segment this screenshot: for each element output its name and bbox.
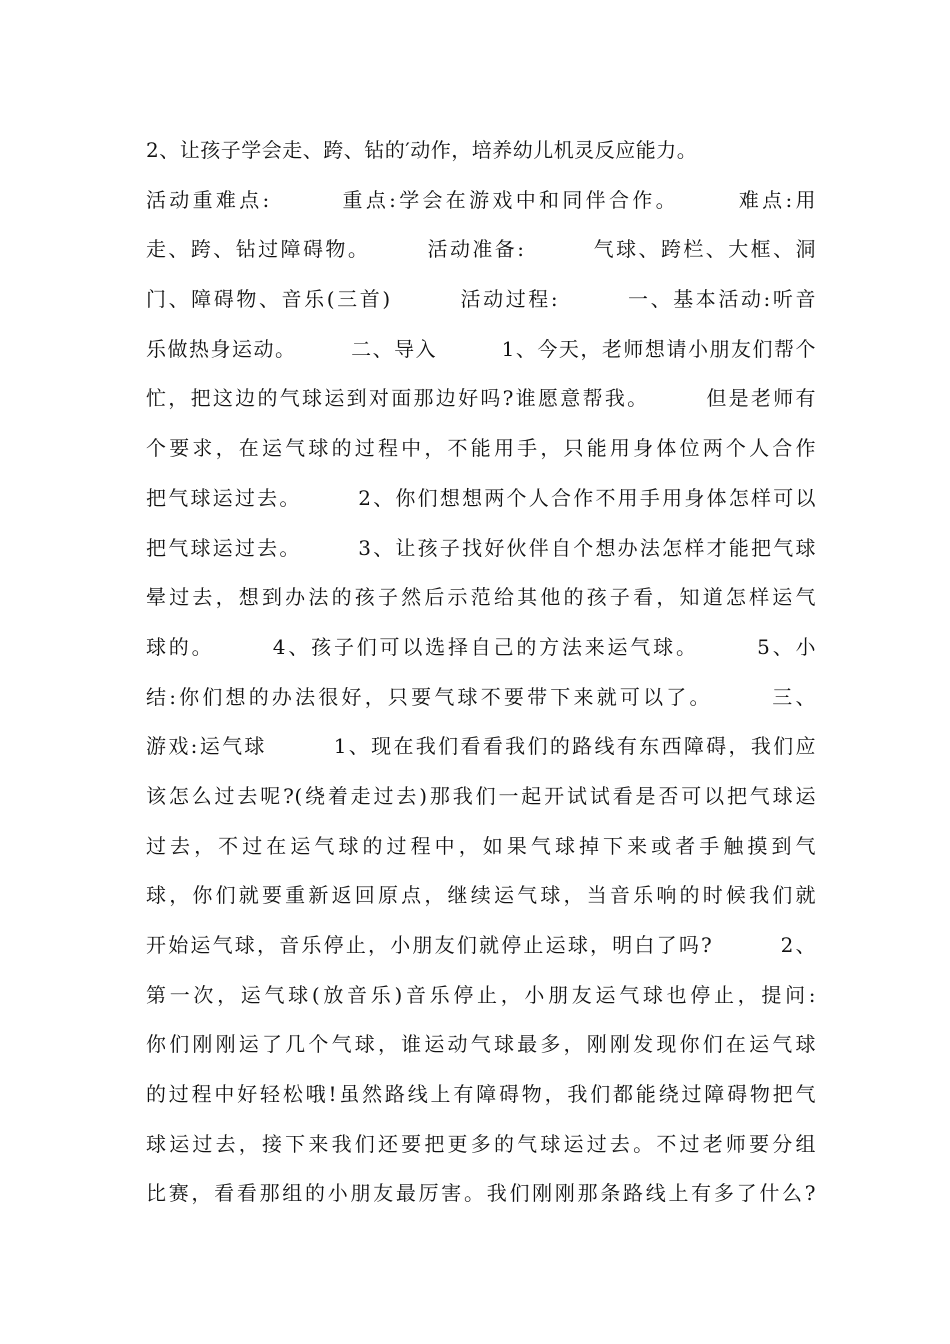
text-line: 过去，不过在运气球的过程中，如果气球掉下来或者手触摸到气 — [146, 833, 816, 858]
text-line: 该怎么过去呢?(绕着走过去)那我们一起开试试看是否可以把气球运 — [146, 783, 816, 808]
body-text — [146, 126, 816, 1219]
text-line: 2、让孩子学会走、跨、钻的′动作，培养幼儿机灵反应能力。 — [146, 138, 698, 162]
text-line: 忙，把这边的气球运到对面那边好吗?谁愿意帮我。 但是老师有 — [146, 386, 816, 411]
text-line: 个要求，在运气球的过程中，不能用手，只能用身体位两个人合作 — [146, 436, 816, 461]
text-line: 球的。 4、孩子们可以选择自己的方法来运气球。 5、小 — [146, 634, 816, 659]
text-line: 乐做热身运动。 二、导入 1、今天，老师想请小朋友们帮个 — [146, 336, 816, 361]
text-line: 的过程中好轻松哦!虽然路线上有障碍物，我们都能绕过障碍物把气 — [146, 1082, 816, 1107]
text-line: 你们刚刚运了几个气球，谁运动气球最多，刚刚发现你们在运气球 — [146, 1032, 816, 1057]
text-line: 门、障碍物、音乐(三首) 活动过程: 一、基本活动:听音 — [146, 287, 816, 312]
text-line: 把气球运过去。 3、让孩子找好伙伴自个想办法怎样才能把气球 — [146, 535, 816, 560]
text-line: 走、跨、钻过障碍物。 活动准备: 气球、跨栏、大框、洞 — [146, 237, 816, 262]
text-line: 球，你们就要重新返回原点，继续运气球，当音乐响的时候我们就 — [146, 883, 816, 908]
text-line: 活动重难点: 重点:学会在游戏中和同伴合作。 难点:用 — [146, 187, 816, 212]
text-line: 第一次，运气球(放音乐)音乐停止，小朋友运气球也停止，提问: — [146, 982, 816, 1007]
text-line: 球运过去，接下来我们还要把更多的气球运过去。不过老师要分组 — [146, 1131, 816, 1156]
text-line: 把气球运过去。 2、你们想想两个人合作不用手用身体怎样可以 — [146, 485, 816, 510]
text-line: 晕过去，想到办法的孩子然后示范给其他的孩子看，知道怎样运气 — [146, 585, 816, 610]
text-line: 游戏:运气球 1、现在我们看看我们的路线有东西障碍，我们应 — [146, 734, 816, 759]
text-line: 结:你们想的办法很好，只要气球不要带下来就可以了。 三、 — [146, 684, 816, 709]
text-line: 开始运气球，音乐停止，小朋友们就停止运球，明白了吗? 2、 — [146, 933, 816, 957]
text-line: 比赛，看看那组的小朋友最厉害。我们刚刚那条路线上有多了什么? — [146, 1181, 816, 1206]
